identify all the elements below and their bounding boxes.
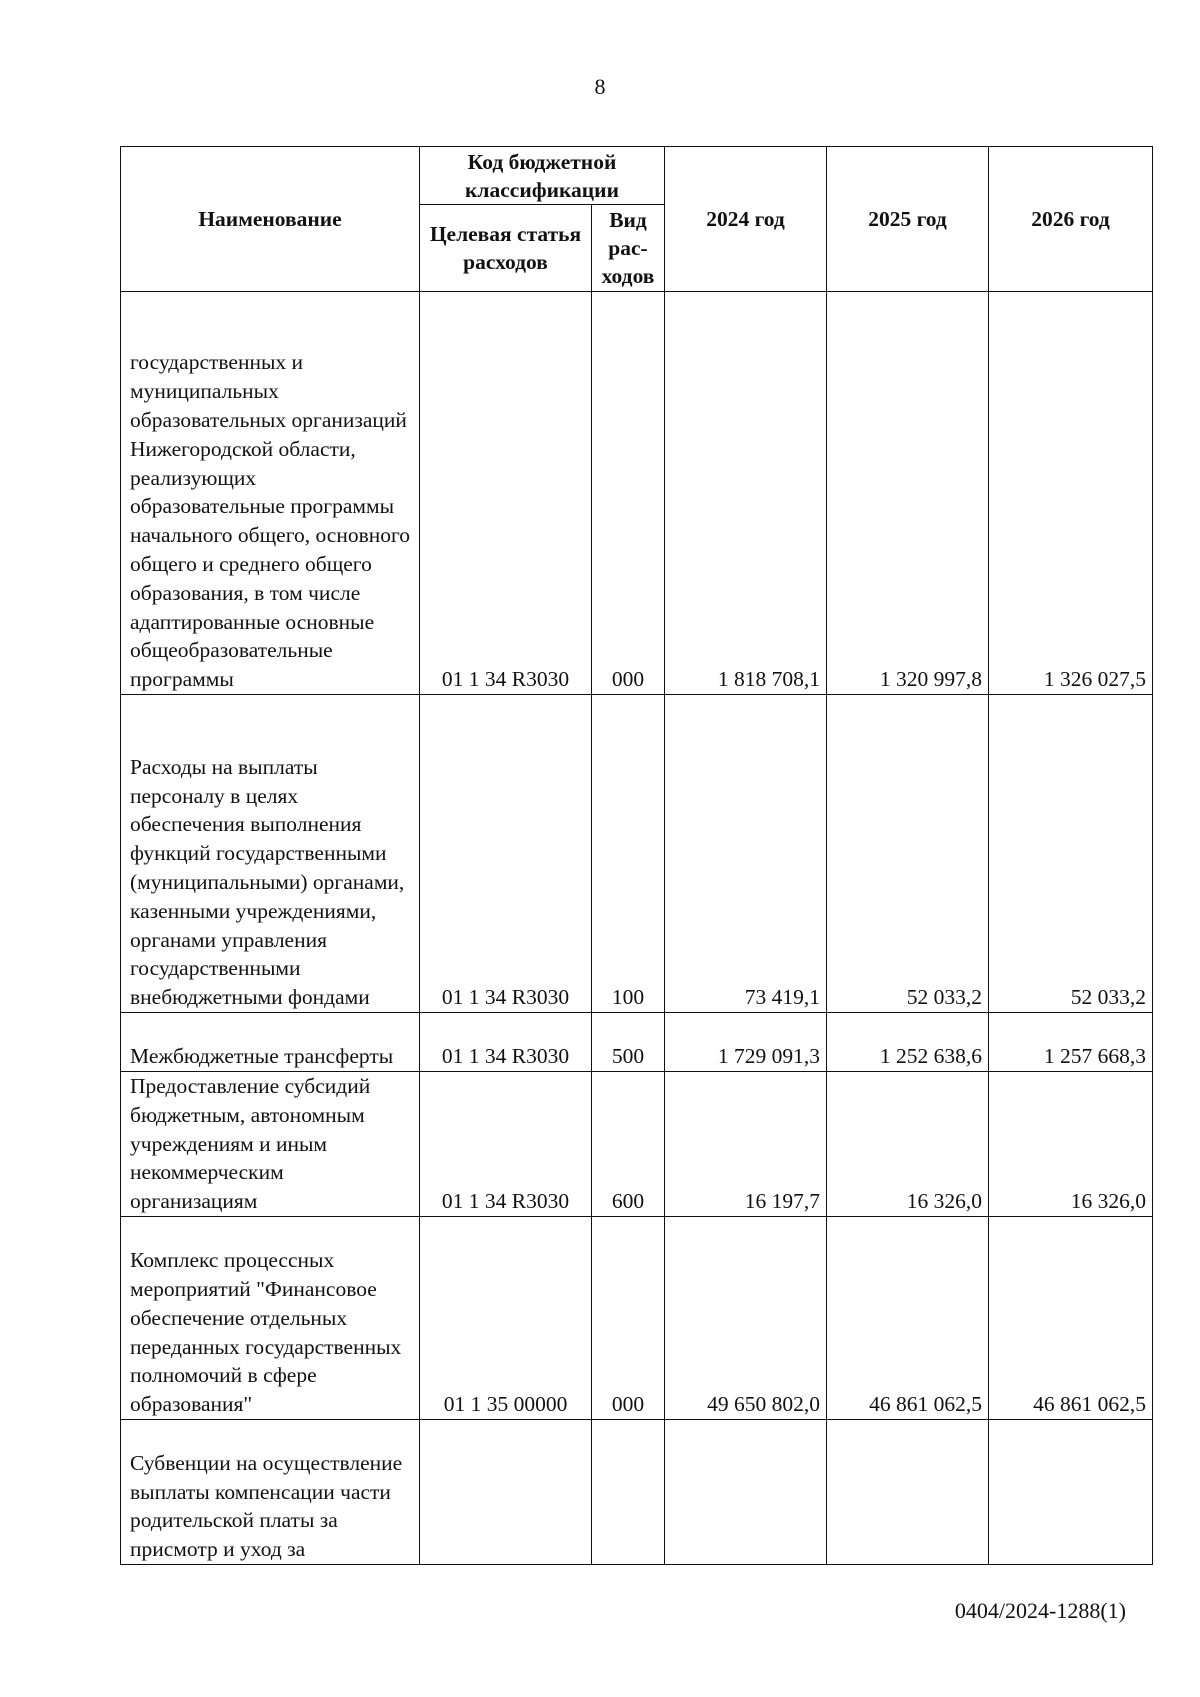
row-value-2026: 16 326,0	[989, 1072, 1153, 1217]
header-expense-kind: Вид рас-ходов	[592, 205, 665, 292]
row-value-2026: 52 033,2	[989, 695, 1153, 1013]
row-name: Межбюджетные трансферты	[121, 1013, 420, 1072]
row-code: 01 1 34 R3030	[420, 292, 592, 695]
row-value-2026: 1 326 027,5	[989, 292, 1153, 695]
row-kind: 600	[592, 1072, 665, 1217]
row-value-2026: 1 257 668,3	[989, 1013, 1153, 1072]
row-value-2026	[989, 1420, 1153, 1565]
table-row	[121, 292, 1153, 695]
header-year-2024: 2024 год	[665, 147, 827, 292]
row-name: государственных и муниципальных образовательных организаций Нижегородской области, реализующих образовательные программы начального общего, основного общего и среднего общего образования, в том числе адаптированные основные общеобразовательные программы	[121, 292, 420, 695]
row-value-2024: 73 419,1	[665, 695, 827, 1013]
row-value-2026: 46 861 062,5	[989, 1217, 1153, 1420]
row-kind	[592, 1420, 665, 1565]
row-name: Предоставление субсидий бюджетным, автономным учреждениям и иным некоммерческим организациям	[121, 1072, 420, 1217]
document-registration-code: 0404/2024-1288(1)	[954, 1598, 1126, 1623]
header-name: Наименование	[121, 147, 420, 292]
row-value-2024: 49 650 802,0	[665, 1217, 827, 1420]
row-value-2025	[827, 1420, 989, 1565]
table-row	[121, 695, 1153, 1013]
table-row	[121, 1217, 1153, 1420]
row-code: 01 1 34 R3030	[420, 1013, 592, 1072]
row-code: 01 1 34 R3030	[420, 1072, 592, 1217]
row-kind: 000	[592, 292, 665, 695]
row-value-2024: 16 197,7	[665, 1072, 827, 1217]
row-code	[420, 1420, 592, 1565]
row-value-2025: 16 326,0	[827, 1072, 989, 1217]
row-kind: 500	[592, 1013, 665, 1072]
page-number: 8	[594, 74, 606, 99]
header-code-group: Код бюджетной классификации	[420, 147, 665, 205]
table-row	[121, 1420, 1153, 1565]
row-value-2024	[665, 1420, 827, 1565]
row-value-2025: 52 033,2	[827, 695, 989, 1013]
row-value-2024: 1 818 708,1	[665, 292, 827, 695]
table-row	[121, 1072, 1153, 1217]
header-year-2025: 2025 год	[827, 147, 989, 292]
row-value-2025: 1 320 997,8	[827, 292, 989, 695]
row-value-2024: 1 729 091,3	[665, 1013, 827, 1072]
header-target-article: Целевая статья расходов	[420, 205, 592, 292]
row-kind: 100	[592, 695, 665, 1013]
row-value-2025: 1 252 638,6	[827, 1013, 989, 1072]
row-name: Субвенции на осуществление выплаты компенсации части родительской платы за присмотр и уход за	[121, 1420, 420, 1565]
row-kind: 000	[592, 1217, 665, 1420]
row-name: Комплекс процессных мероприятий "Финансовое обеспечение отдельных переданных государственных полномочий в сфере образования"	[121, 1217, 420, 1420]
row-value-2025: 46 861 062,5	[827, 1217, 989, 1420]
row-name: Расходы на выплаты персоналу в целях обеспечения выполнения функций государственными (муниципальными) органами, казенными учреждениями, органами управления государственными внебюджетными фондами	[121, 695, 420, 1013]
header-year-2026: 2026 год	[989, 147, 1153, 292]
budget-table	[120, 146, 1153, 1565]
row-code: 01 1 35 00000	[420, 1217, 592, 1420]
row-code: 01 1 34 R3030	[420, 695, 592, 1013]
table-row	[121, 1013, 1153, 1072]
